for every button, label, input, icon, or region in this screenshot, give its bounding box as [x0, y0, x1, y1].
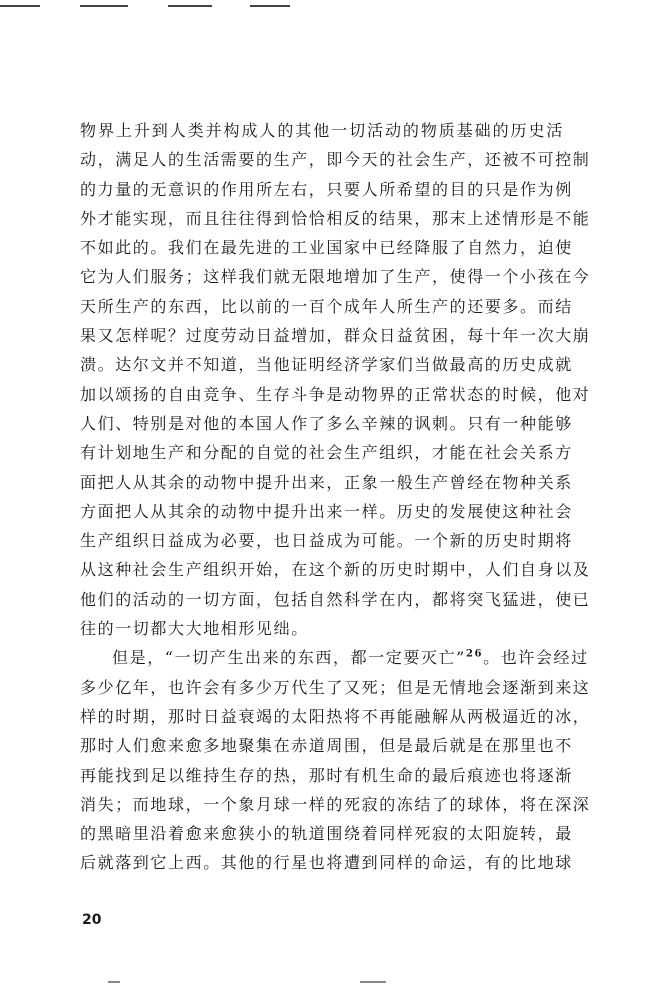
body-text — [80, 116, 591, 878]
page-number: 20 — [82, 912, 102, 928]
text-line: 后就落到它上西。其他的行星也将遭到同样的命运，有的比地球 — [80, 853, 573, 873]
text-line: 果又怎样呢？过度劳动日益增加，群众日益贫困，每十年一次大崩 — [80, 326, 591, 346]
text-line: 多少亿年，也许会有多少万代生了又死；但是无情地会逐渐到来这 — [80, 677, 591, 697]
bottom-mark-left — [108, 981, 120, 983]
text-line: 天所生产的东西，比以前的一百个成年人所生产的还要多。而结 — [80, 296, 573, 316]
top-rule-middle-1 — [80, 5, 128, 7]
top-rule-middle-2 — [168, 5, 212, 7]
text-line: 加以颂扬的自由竞争、生存斗争是动物界的正常状态的时候，他对 — [80, 384, 591, 404]
top-rule-right — [250, 5, 290, 7]
text-line: 往的一切都大大地相形见绌。 — [80, 619, 309, 639]
paragraph-1 — [80, 116, 591, 643]
footnote-ref: 26 — [465, 649, 484, 661]
text-line: 的黑暗里沿着愈来愈狭小的轨道围绕着同样死寂的太阳旋转，最 — [80, 824, 573, 844]
text-line: 人们、特别是对他的本国人作了多么辛辣的讽刺。只有一种能够 — [80, 413, 573, 433]
bottom-mark-center — [360, 981, 386, 983]
text-line: 再能找到足以维持生存的热，那时有机生命的最后痕迹也将逐渐 — [80, 765, 573, 785]
text-line: 生产组织日益成为必要，也日益成为可能。一个新的历史时期将 — [80, 531, 573, 551]
text-line: 外才能实现，而且往往得到恰恰相反的结果，那末上述情形是不能 — [80, 208, 591, 228]
text-line: 方面把人从其余的动物中提升出来一样。历史的发展使这种社会 — [80, 501, 573, 521]
text-line: 样的时期，那时日益衰竭的太阳热将不再能融解从两极逼近的冰， — [80, 706, 591, 726]
text-line: 动，满足人的生活需要的生产，即今天的社会生产，还被不可控制 — [80, 150, 591, 170]
text-line: 从这种社会生产组织开始，在这个新的历史时期中，人们自身以及 — [80, 560, 591, 580]
text-line: 消失；而地球，一个象月球一样的死寂的冻结了的球体，将在深深 — [80, 794, 591, 814]
text-line: 溃。达尔文并不知道，当他证明经济学家们当做最高的历史成就 — [80, 355, 573, 375]
text-line: 那时人们愈来愈多地聚集在赤道周围，但是最后就是在那里也不 — [80, 736, 573, 756]
text-line: 物界上升到人类并构成人的其他一切活动的物质基础的历史活 — [80, 121, 564, 140]
text-line — [80, 643, 589, 672]
text-line: 它为人们服务；这样我们就无限地增加了生产，使得一个小孩在今 — [80, 267, 591, 287]
paragraph-2 — [80, 643, 591, 877]
quote-text: 但是，“一切产生出来的东西，都一定要灭亡” — [112, 648, 466, 668]
quote-tail: 。也许会经过 — [483, 648, 589, 668]
text-line: 面把人从其余的动物中提升出来，正象一般生产曾经在物种关系 — [80, 472, 573, 492]
text-line: 他们的活动的一切方面，包括自然科学在内，都将突飞猛进，使已 — [80, 589, 591, 609]
text-line: 的力量的无意识的作用所左右，只要人所希望的目的只是作为例 — [80, 179, 573, 199]
text-line: 有计划地生产和分配的自觉的社会生产组织，才能在社会关系方 — [80, 443, 573, 463]
top-rule-left — [0, 5, 40, 7]
text-line: 不如此的。我们在最先进的工业国家中已经降服了自然力，迫使 — [80, 238, 573, 258]
